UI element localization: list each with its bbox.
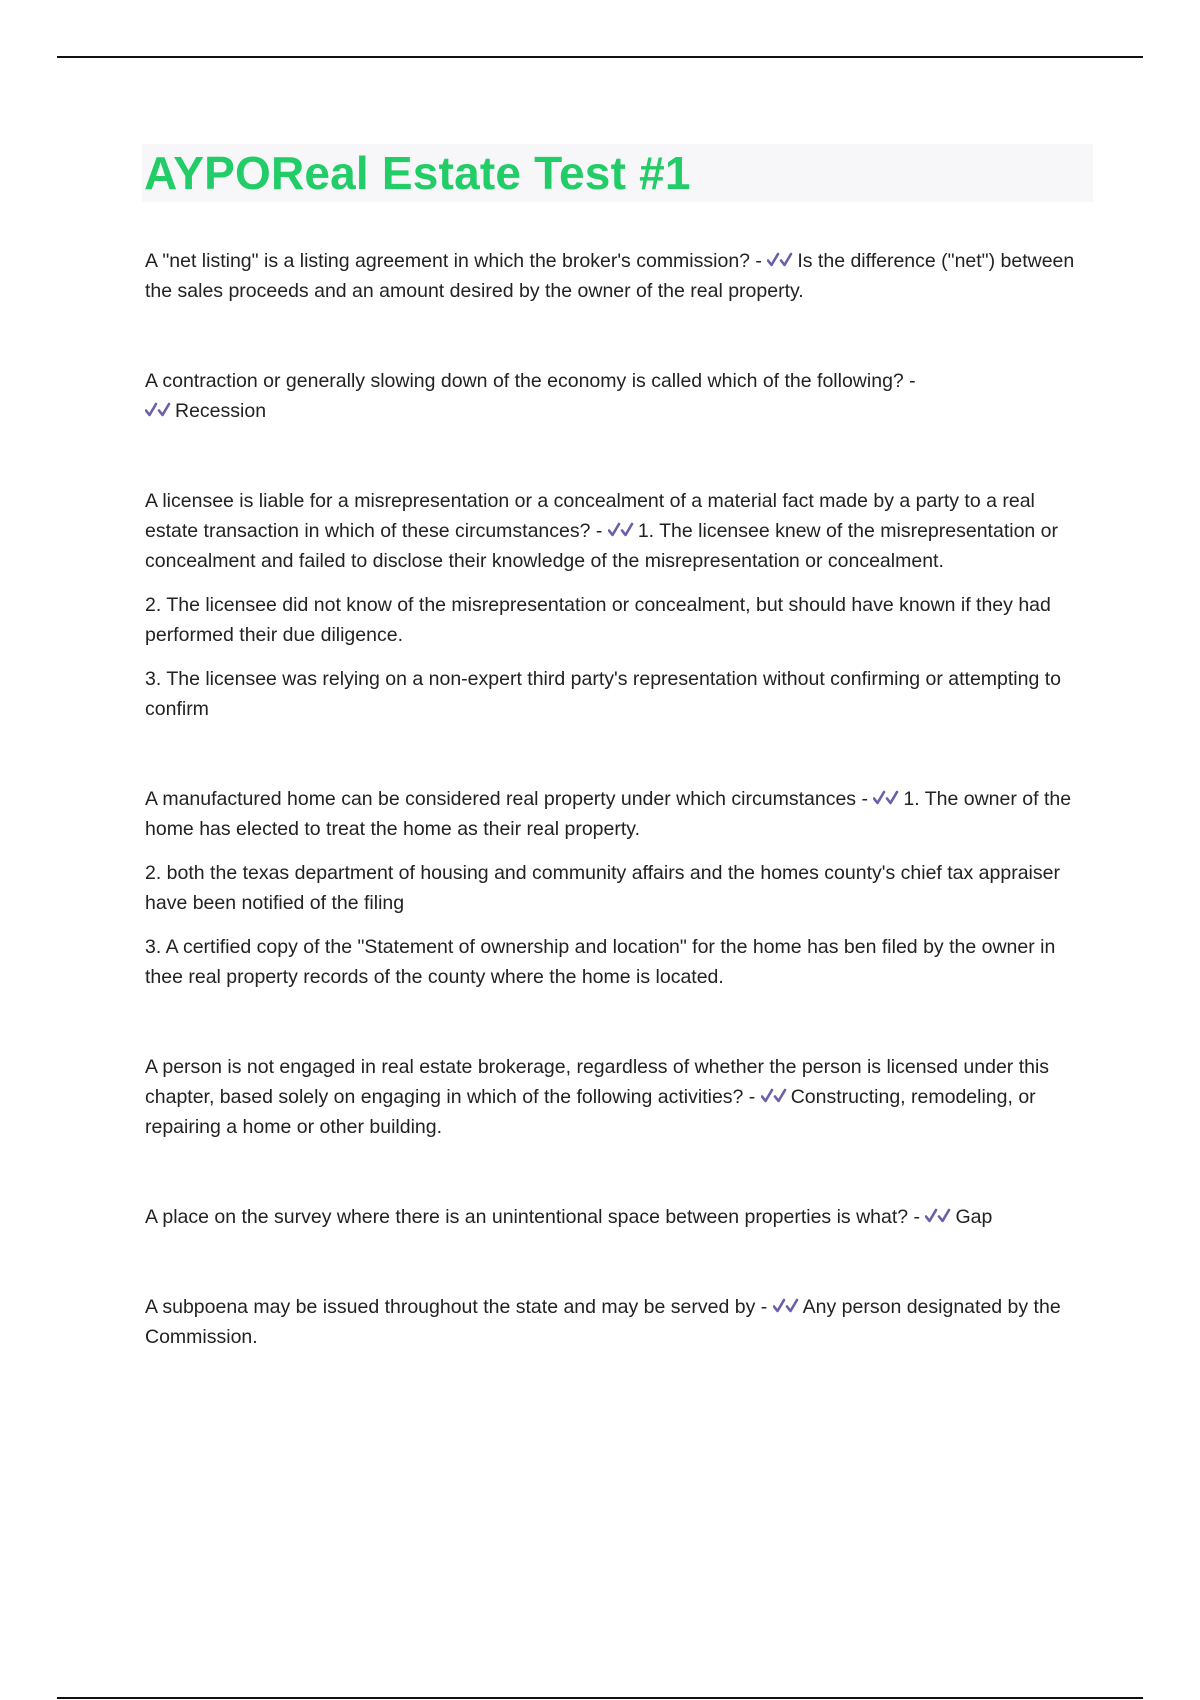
answer-continuation: 3. A certified copy of the "Statement of ownership and location" for the home has ben filed by the owner in thee real property records of the county where the home is located. — [145, 936, 1056, 988]
qa-first-paragraph — [145, 366, 1093, 426]
qa-item — [145, 246, 1093, 306]
double-checkmark-icon — [773, 1297, 799, 1315]
qa-first-paragraph — [145, 486, 1093, 576]
qa-item — [145, 784, 1093, 992]
answer-text: Constructing, remodeling, or repairing a home or other building. — [145, 1086, 1036, 1138]
qa-first-paragraph — [145, 1292, 1093, 1352]
answer-text: Any person designated by the Commission. — [145, 1296, 1061, 1348]
answer-continuation: 2. The licensee did not know of the misrepresentation or concealment, but should have known if they had performed their due diligence. — [145, 594, 1051, 646]
bottom-rule — [57, 1697, 1143, 1699]
qa-first-paragraph — [145, 1202, 1093, 1232]
answer-continuation: 2. both the texas department of housing and community affairs and the homes county's chief tax appraiser have been notified of the filing — [145, 862, 1060, 914]
qa-item — [145, 486, 1093, 724]
answer-text: Recession — [175, 400, 267, 422]
qa-item — [145, 366, 1093, 426]
question-text: A person is not engaged in real estate brokerage, regardless of whether the person is licensed under this chapter, based solely on engaging in which of the following activities? - — [145, 1056, 1050, 1108]
double-checkmark-icon — [925, 1207, 951, 1225]
qa-first-paragraph — [145, 784, 1093, 844]
double-checkmark-icon — [767, 251, 793, 269]
answer-text: Gap — [955, 1206, 993, 1228]
qa-item — [145, 1202, 1093, 1232]
answer-text: 1. The owner of the home has elected to treat the home as their real property. — [145, 788, 1072, 840]
qa-item — [145, 1052, 1093, 1142]
qa-first-paragraph — [145, 1052, 1093, 1142]
question-text: A licensee is liable for a misrepresentation or a concealment of a material fact made by a party to a real estate transaction in which of these circumstances? - — [145, 490, 1035, 542]
top-rule — [57, 56, 1143, 58]
answer-text: Is the difference ("net") between the sales proceeds and an amount desired by the owner of the real property. — [145, 250, 1075, 302]
qa-first-paragraph — [145, 246, 1093, 306]
question-text: A "net listing" is a listing agreement in which the broker's commission? - — [145, 250, 762, 272]
double-checkmark-icon — [761, 1087, 787, 1105]
qa-item — [145, 1292, 1093, 1352]
answer-continuation: 3. The licensee was relying on a non-expert third party's representation without confirming or attempting to confirm — [145, 668, 1062, 720]
question-text: A manufactured home can be considered real property under which circumstances - — [145, 788, 868, 810]
double-checkmark-icon — [608, 521, 634, 539]
double-checkmark-icon — [145, 401, 171, 419]
document-body — [145, 144, 1093, 1352]
title-banner — [142, 144, 1093, 202]
question-text: A subpoena may be issued throughout the state and may be served by - — [145, 1296, 768, 1318]
document-title: AYPOReal Estate Test #1 — [144, 147, 691, 199]
question-text: A place on the survey where there is an unintentional space between properties is what? - — [145, 1206, 921, 1228]
answer-text: 1. The licensee knew of the misrepresentation or concealment and failed to disclose their knowledge of the misrepresentation or concealment. — [145, 520, 1059, 572]
question-text: A contraction or generally slowing down of the economy is called which of the following? - — [145, 370, 916, 392]
double-checkmark-icon — [873, 789, 899, 807]
